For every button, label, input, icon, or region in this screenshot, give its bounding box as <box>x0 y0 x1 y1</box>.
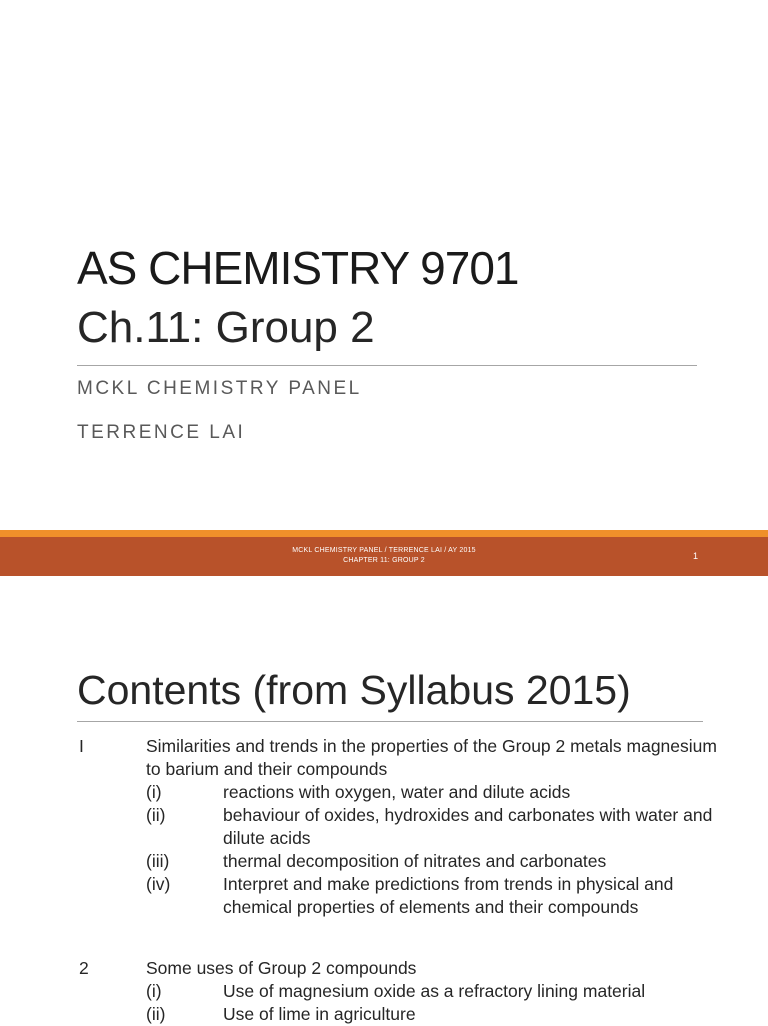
item-number: (ii) <box>146 805 166 825</box>
item-text: Use of lime in agriculture <box>223 1004 416 1024</box>
footer-text <box>0 546 768 566</box>
list-item <box>77 980 717 1003</box>
page-number: 1 <box>692 551 698 561</box>
item-number: (iii) <box>146 851 170 871</box>
section-heading <box>77 735 717 781</box>
item-text: Use of magnesium oxide as a refractory lining material <box>223 981 646 1001</box>
list-item <box>77 873 717 919</box>
section-number: I <box>79 736 84 756</box>
syllabus-section <box>77 735 717 919</box>
section-text: Some uses of Group 2 compounds <box>146 958 417 978</box>
section-text: Similarities and trends in the properties of the Group 2 metals magnesium to barium and their compounds <box>146 736 717 779</box>
section-heading <box>77 957 717 980</box>
list-item <box>77 1003 717 1026</box>
panel-name: MCKL CHEMISTRY PANEL <box>77 378 362 399</box>
list-item <box>77 850 717 873</box>
item-text: thermal decomposition of nitrates and carbonates <box>223 851 607 871</box>
title-divider <box>77 365 697 366</box>
syllabus-section <box>77 957 717 1026</box>
footer-line-1: MCKL CHEMISTRY PANEL / TERRENCE LAI / AY 2015 <box>292 547 476 554</box>
contents-title: Contents (from Syllabus 2015) <box>77 667 631 713</box>
contents-slide <box>0 576 768 1024</box>
section-number: 2 <box>79 958 89 978</box>
item-text: behaviour of oxides, hydroxides and carbonates with water and dilute acids <box>223 805 713 848</box>
slide-title: AS CHEMISTRY 9701 <box>77 242 519 294</box>
item-number: (iv) <box>146 874 171 894</box>
item-text: reactions with oxygen, water and dilute acids <box>223 782 571 802</box>
footer-accent-stripe <box>0 530 768 537</box>
footer-line-2: CHAPTER 11: GROUP 2 <box>343 557 425 564</box>
slide-footer <box>0 537 768 576</box>
author-name: TERRENCE LAI <box>77 422 246 443</box>
list-item <box>77 804 717 850</box>
contents-divider <box>77 721 703 722</box>
slide-subtitle: Ch.11: Group 2 <box>77 303 375 352</box>
item-text: Interpret and make predictions from trends in physical and chemical properties of elements and their compounds <box>223 874 674 917</box>
list-item <box>77 781 717 804</box>
item-number: (ii) <box>146 1004 166 1024</box>
item-number: (i) <box>146 981 162 1001</box>
item-number: (i) <box>146 782 162 802</box>
